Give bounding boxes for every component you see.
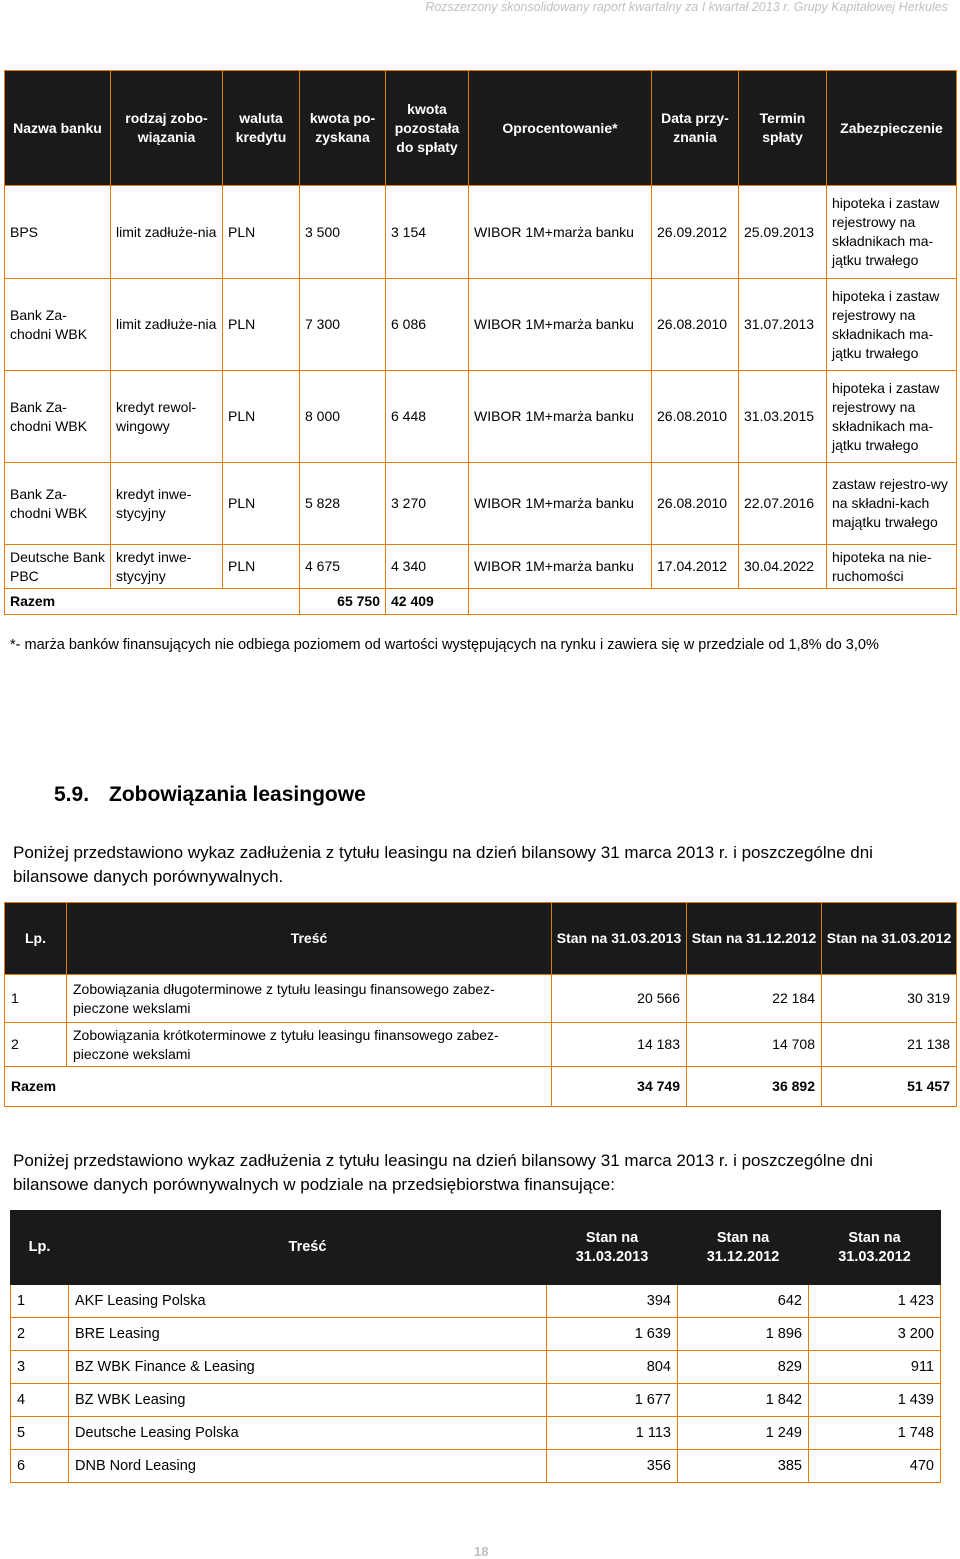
company-name: BZ WBK Leasing xyxy=(69,1384,547,1417)
value-2013-03: 1 677 xyxy=(547,1384,678,1417)
row-number: 4 xyxy=(11,1384,69,1417)
grant-date: 17.04.2012 xyxy=(652,545,739,589)
total-label: Razem xyxy=(5,1067,552,1107)
column-header: kwota pozostała do spłaty xyxy=(386,71,469,186)
interest: WIBOR 1M+marża banku xyxy=(469,545,652,589)
interest: WIBOR 1M+marża banku xyxy=(469,463,652,545)
row-number: 6 xyxy=(11,1450,69,1483)
row-number: 1 xyxy=(11,1285,69,1318)
amount-remaining: 3 154 xyxy=(386,186,469,279)
value-2012-12: 22 184 xyxy=(687,975,822,1023)
amount-obtained: 5 828 xyxy=(300,463,386,545)
column-header: rodzaj zobo-wiązania xyxy=(111,71,223,186)
row-description: Zobowiązania krótkoterminowe z tytułu leasingu finansowego zabez-pieczone wekslami xyxy=(67,1023,552,1067)
due-date: 31.07.2013 xyxy=(739,279,827,371)
column-header: kwota po-zyskana xyxy=(300,71,386,186)
amount-remaining: 6 086 xyxy=(386,279,469,371)
report-header: Rozszerzony skonsolidowany raport kwartalny za I kwartał 2013 r. Grupy Kapitałowej Herkules xyxy=(425,0,948,14)
bank-name: Bank Za-chodni WBK xyxy=(5,463,111,545)
amount-obtained: 8 000 xyxy=(300,371,386,463)
grant-date: 26.09.2012 xyxy=(652,186,739,279)
value-2013-03: 1 639 xyxy=(547,1318,678,1351)
column-header: Stan na 31.12.2012 xyxy=(687,903,822,975)
total-row xyxy=(5,1067,957,1107)
security: hipoteka i zastaw rejestrowy na składnikach ma-jątku trwałego xyxy=(827,279,957,371)
column-header: Zabezpieczenie xyxy=(827,71,957,186)
company-name: Deutsche Leasing Polska xyxy=(69,1417,547,1450)
value-2012-03: 1 439 xyxy=(809,1384,941,1417)
value-2013-03: 356 xyxy=(547,1450,678,1483)
table-row xyxy=(11,1417,941,1450)
value-2012-12: 642 xyxy=(678,1285,809,1318)
column-header: Data przy-znania xyxy=(652,71,739,186)
total-2012-12: 36 892 xyxy=(687,1067,822,1107)
column-header: Termin spłaty xyxy=(739,71,827,186)
table-row xyxy=(11,1450,941,1483)
currency: PLN xyxy=(223,371,300,463)
value-2012-03: 3 200 xyxy=(809,1318,941,1351)
value-2012-12: 14 708 xyxy=(687,1023,822,1067)
column-header: Stan na 31.03.2013 xyxy=(547,1211,678,1285)
liability-type: limit zadłuże-nia xyxy=(111,186,223,279)
amount-obtained: 4 675 xyxy=(300,545,386,589)
table-row xyxy=(5,279,957,371)
value-2012-03: 21 138 xyxy=(822,1023,957,1067)
due-date: 31.03.2015 xyxy=(739,371,827,463)
footnote: *- marża banków finansujących nie odbiega poziomem od wartości występujących na rynku i zawiera się w przedziale od 1,8% do 3,0% xyxy=(10,637,879,653)
value-2013-03: 20 566 xyxy=(552,975,687,1023)
bank-name: Bank Za-chodni WBK xyxy=(5,371,111,463)
row-number: 1 xyxy=(5,975,67,1023)
column-header: Lp. xyxy=(5,903,67,975)
interest: WIBOR 1M+marża banku xyxy=(469,186,652,279)
security: hipoteka i zastaw rejestrowy na składnikach ma-jątku trwałego xyxy=(827,371,957,463)
leasing-table xyxy=(4,902,957,1107)
total-label: Razem xyxy=(5,589,300,615)
value-2012-03: 1 423 xyxy=(809,1285,941,1318)
grant-date: 26.08.2010 xyxy=(652,463,739,545)
company-name: BRE Leasing xyxy=(69,1318,547,1351)
amount-remaining: 4 340 xyxy=(386,545,469,589)
section-number: 5.9. xyxy=(54,783,90,806)
section-title: Zobowiązania leasingowe xyxy=(109,783,366,806)
table-row xyxy=(11,1384,941,1417)
value-2012-12: 1 896 xyxy=(678,1318,809,1351)
value-2012-12: 829 xyxy=(678,1351,809,1384)
table-row xyxy=(5,1023,957,1067)
value-2012-03: 1 748 xyxy=(809,1417,941,1450)
amount-remaining: 3 270 xyxy=(386,463,469,545)
value-2012-12: 1 249 xyxy=(678,1417,809,1450)
table-row xyxy=(11,1285,941,1318)
page-number: 18 xyxy=(474,1544,489,1559)
table-row xyxy=(5,371,957,463)
due-date: 30.04.2022 xyxy=(739,545,827,589)
value-2012-03: 470 xyxy=(809,1450,941,1483)
total-2013-03: 34 749 xyxy=(552,1067,687,1107)
total-obtained: 65 750 xyxy=(300,589,386,615)
leasing-header-row xyxy=(5,903,957,975)
amount-remaining: 6 448 xyxy=(386,371,469,463)
liability-type: kredyt inwe-stycyjny xyxy=(111,463,223,545)
column-header: waluta kredytu xyxy=(223,71,300,186)
liability-type: kredyt inwe-stycyjny xyxy=(111,545,223,589)
value-2013-03: 1 113 xyxy=(547,1417,678,1450)
row-description: Zobowiązania długoterminowe z tytułu leasingu finansowego zabez-pieczone wekslami xyxy=(67,975,552,1023)
table-row xyxy=(5,975,957,1023)
bank-name: BPS xyxy=(5,186,111,279)
column-header: Lp. xyxy=(11,1211,69,1285)
table-row xyxy=(5,463,957,545)
security: hipoteka i zastaw rejestrowy na składnikach ma-jątku trwałego xyxy=(827,186,957,279)
leasing-by-company-intro: Poniżej przedstawiono wykaz zadłużenia z tytułu leasingu na dzień bilansowy 31 marca 2013 r. i poszczególne dni bilansowe danych porównywalnych w podziale na przedsiębiorstwa finansujące: xyxy=(13,1151,873,1194)
table-row xyxy=(5,186,957,279)
amount-obtained: 7 300 xyxy=(300,279,386,371)
column-header: Oprocentowanie* xyxy=(469,71,652,186)
liability-type: limit zadłuże-nia xyxy=(111,279,223,371)
value-2013-03: 14 183 xyxy=(552,1023,687,1067)
column-header: Treść xyxy=(69,1211,547,1285)
column-header: Treść xyxy=(67,903,552,975)
interest: WIBOR 1M+marża banku xyxy=(469,279,652,371)
company-name: DNB Nord Leasing xyxy=(69,1450,547,1483)
company-header-row xyxy=(11,1211,941,1285)
bank-name: Bank Za-chodni WBK xyxy=(5,279,111,371)
total-row xyxy=(5,589,957,615)
value-2012-12: 385 xyxy=(678,1450,809,1483)
column-header: Stan na 31.12.2012 xyxy=(678,1211,809,1285)
bank-name: Deutsche Bank PBC xyxy=(5,545,111,589)
section-heading xyxy=(54,783,366,807)
currency: PLN xyxy=(223,279,300,371)
amount-obtained: 3 500 xyxy=(300,186,386,279)
column-header: Stan na 31.03.2012 xyxy=(809,1211,941,1285)
total-remaining: 42 409 xyxy=(386,589,469,615)
currency: PLN xyxy=(223,545,300,589)
currency: PLN xyxy=(223,463,300,545)
leasing-intro: Poniżej przedstawiono wykaz zadłużenia z tytułu leasingu na dzień bilansowy 31 marca 2013 r. i poszczególne dni bilansowe danych porównywalnych. xyxy=(13,843,873,886)
grant-date: 26.08.2010 xyxy=(652,279,739,371)
value-2013-03: 394 xyxy=(547,1285,678,1318)
value-2012-03: 911 xyxy=(809,1351,941,1384)
value-2012-12: 1 842 xyxy=(678,1384,809,1417)
security: zastaw rejestro-wy na składni-kach majątku trwałego xyxy=(827,463,957,545)
due-date: 22.07.2016 xyxy=(739,463,827,545)
security: hipoteka na nie-ruchomości xyxy=(827,545,957,589)
currency: PLN xyxy=(223,186,300,279)
liability-type: kredyt rewol-wingowy xyxy=(111,371,223,463)
row-number: 2 xyxy=(5,1023,67,1067)
column-header: Stan na 31.03.2012 xyxy=(822,903,957,975)
table-row xyxy=(11,1351,941,1384)
leasing-by-company-table xyxy=(10,1210,941,1483)
interest: WIBOR 1M+marża banku xyxy=(469,371,652,463)
total-2012-03: 51 457 xyxy=(822,1067,957,1107)
column-header: Nazwa banku xyxy=(5,71,111,186)
credits-header-row xyxy=(5,71,957,186)
value-2013-03: 804 xyxy=(547,1351,678,1384)
row-number: 3 xyxy=(11,1351,69,1384)
company-name: AKF Leasing Polska xyxy=(69,1285,547,1318)
company-name: BZ WBK Finance & Leasing xyxy=(69,1351,547,1384)
grant-date: 26.08.2010 xyxy=(652,371,739,463)
column-header: Stan na 31.03.2013 xyxy=(552,903,687,975)
table-row xyxy=(5,545,957,589)
due-date: 25.09.2013 xyxy=(739,186,827,279)
credits-table xyxy=(4,70,957,615)
row-number: 5 xyxy=(11,1417,69,1450)
table-row xyxy=(11,1318,941,1351)
row-number: 2 xyxy=(11,1318,69,1351)
value-2012-03: 30 319 xyxy=(822,975,957,1023)
